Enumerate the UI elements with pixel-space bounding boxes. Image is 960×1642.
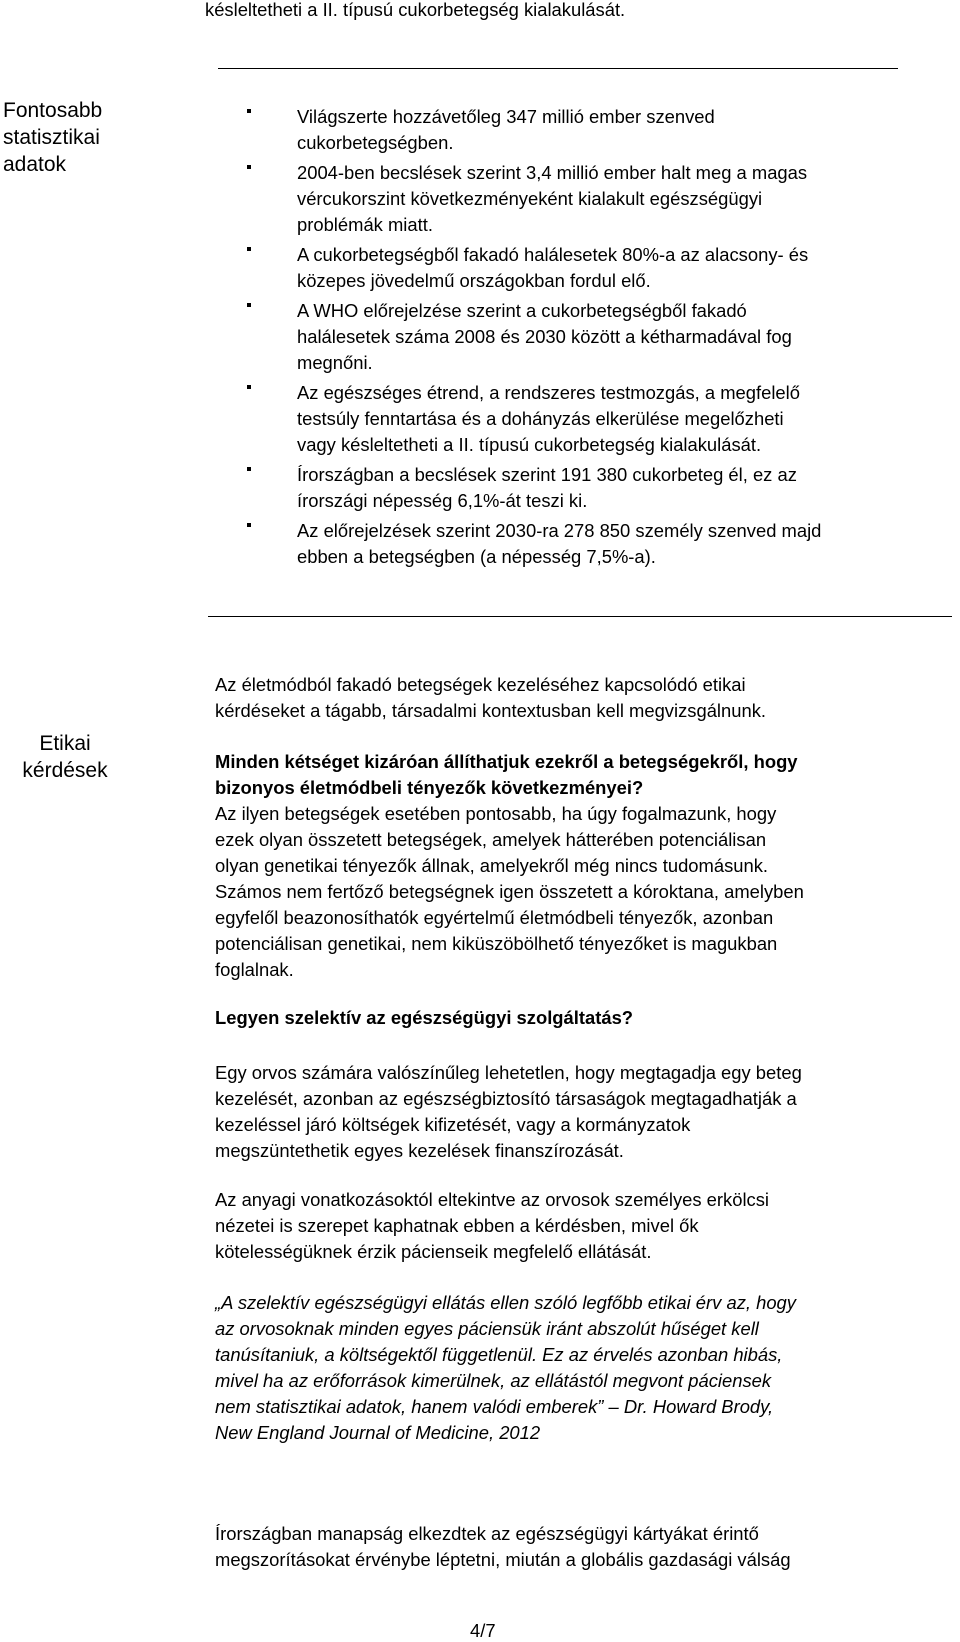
ethics-paragraph-3	[215, 1187, 935, 1265]
page-number: 4/7	[470, 1620, 496, 1641]
ethics-question-1	[215, 749, 935, 801]
text-line: tanúsítaniuk, a költségektől függetlenül. Ez az érvelés azonban hibás,	[215, 1344, 783, 1365]
text-line: kezelését, azonban az egészségbiztosító társaságok megtagadhatják a	[215, 1088, 797, 1109]
ethics-question-2	[215, 1005, 935, 1031]
stats-side-label	[3, 97, 102, 178]
text-line: egyfelől beazonosíthatók egyértelmű életmódbeli tényezők, azonban	[215, 907, 774, 928]
text-line: Az anyagi vonatkozásoktól eltekintve az orvosok személyes erkölcsi	[215, 1189, 770, 1210]
ethics-label-line-2: kérdések	[22, 759, 108, 782]
text-line: megszorításokat érvénybe léptetni, miután a globális gazdasági válság	[215, 1549, 791, 1570]
text-line: nem statisztikai adatok, hanem valódi emberek” – Dr. Howard Brody,	[215, 1396, 774, 1417]
list-item-line: problémák miatt.	[297, 214, 433, 235]
list-item-line: vércukorszint következményeként kialakult egészségügyi	[297, 188, 763, 209]
ethics-quote	[215, 1290, 935, 1446]
text-line: kérdéseket a tágabb, társadalmi kontextusban kell megvizsgálnunk.	[215, 700, 767, 721]
list-item-line: testsúly fenntartása és a dohányzás elkerülése megelőzheti	[297, 408, 784, 429]
text-line: az orvosoknak minden egyes páciensük iránt abszolút hűséget kell	[215, 1318, 759, 1339]
list-item-line: ebben a betegségben (a népesség 7,5%-a).	[297, 546, 656, 567]
list-item-line: cukorbetegségben.	[297, 132, 454, 153]
text-line: foglalnak.	[215, 959, 294, 980]
ethics-label-line-1: Etikai	[39, 732, 91, 755]
list-item-line: Az egészséges étrend, a rendszeres testmozgás, a megfelelő	[297, 382, 800, 403]
text-line: Minden kétséget kizáróan állíthatjuk ezekről a betegségekről, hogy	[215, 751, 798, 772]
list-item-line: Világszerte hozzávetőleg 347 millió ember szenved	[297, 106, 715, 127]
text-line: Legyen szelektív az egészségügyi szolgáltatás?	[215, 1007, 634, 1028]
text-line: New England Journal of Medicine, 2012	[215, 1422, 541, 1443]
text-line: Az életmódból fakadó betegségek kezeléséhez kapcsolódó etikai	[215, 674, 746, 695]
bullet-icon	[247, 165, 251, 169]
text-line: kötelességüknek érzik pácienseik megfelelő ellátását.	[215, 1241, 652, 1262]
text-line: olyan genetikai tényezők állnak, amelyekről még nincs tudomásunk.	[215, 855, 769, 876]
bullet-icon	[247, 523, 251, 527]
list-item-line: vagy késleltetheti a II. típusú cukorbetegség kialakulását.	[297, 434, 762, 455]
top-text-line: késleltetheti a II. típusú cukorbetegség kialakulását.	[205, 0, 626, 20]
text-line: Számos nem fertőző betegségnek igen összetett a kóroktana, amelyben	[215, 881, 804, 902]
stats-label-line-2: statisztikai	[3, 126, 100, 149]
divider-middle	[208, 616, 952, 617]
ethics-paragraph-1	[215, 801, 935, 983]
text-line: mivel ha az erőforrások kimerülnek, az ellátástól megvont páciensek	[215, 1370, 772, 1391]
bullet-icon	[247, 109, 251, 113]
text-line: Írországban manapság elkezdtek az egészségügyi kártyákat érintő	[215, 1523, 759, 1544]
bullet-icon	[247, 303, 251, 307]
list-item-line: 2004-ben becslések szerint 3,4 millió ember halt meg a magas	[297, 162, 808, 183]
text-line: bizonyos életmódbeli tényezők következményei?	[215, 777, 644, 798]
ethics-paragraph-2	[215, 1060, 935, 1164]
bullet-icon	[247, 467, 251, 471]
text-line: megszüntethetik egyes kezelések finanszírozását.	[215, 1140, 624, 1161]
list-item-line: megnőni.	[297, 352, 373, 373]
list-item-line: halálesetek száma 2008 és 2030 között a kétharmadával fog	[297, 326, 792, 347]
text-line: nézetei is szerepet kaphatnak ebben a kérdésben, mivel ők	[215, 1215, 699, 1236]
bullet-icon	[247, 385, 251, 389]
ethics-side-label	[0, 730, 130, 784]
ethics-intro	[215, 672, 935, 724]
divider-top	[218, 68, 898, 69]
text-line: kezeléssel járó költségek kifizetését, vagy a kormányzatok	[215, 1114, 691, 1135]
list-item-line: Az előrejelzések szerint 2030-ra 278 850 személy szenved majd	[297, 520, 822, 541]
text-line: ezek olyan összetett betegségek, amelyek hátterében potenciálisan	[215, 829, 767, 850]
stats-label-line-1: Fontosabb	[3, 99, 103, 122]
list-item-line: Írországban a becslések szerint 191 380 cukorbeteg él, ez az	[297, 464, 797, 485]
list-item-line: A cukorbetegségből fakadó halálesetek 80%-a az alacsony- és	[297, 244, 809, 265]
text-line: „A szelektív egészségügyi ellátás ellen szóló legfőbb etikai érv az, hogy	[215, 1292, 796, 1313]
list-item-line: írországi népesség 6,1%-át teszi ki.	[297, 490, 588, 511]
text-line: Az ilyen betegségek esetében pontosabb, ha úgy fogalmazunk, hogy	[215, 803, 777, 824]
text-line: potenciálisan genetikai, nem kiküszöbölhető tényezőket is magukban	[215, 933, 778, 954]
list-item-line: A WHO előrejelzése szerint a cukorbetegségből fakadó	[297, 300, 747, 321]
text-line: Egy orvos számára valószínűleg lehetetlen, hogy megtagadja egy beteg	[215, 1062, 802, 1083]
bullet-icon	[247, 247, 251, 251]
list-item-line: közepes jövedelmű országokban fordul elő.	[297, 270, 651, 291]
stats-label-line-3: adatok	[3, 153, 67, 176]
ethics-paragraph-4	[215, 1521, 935, 1573]
